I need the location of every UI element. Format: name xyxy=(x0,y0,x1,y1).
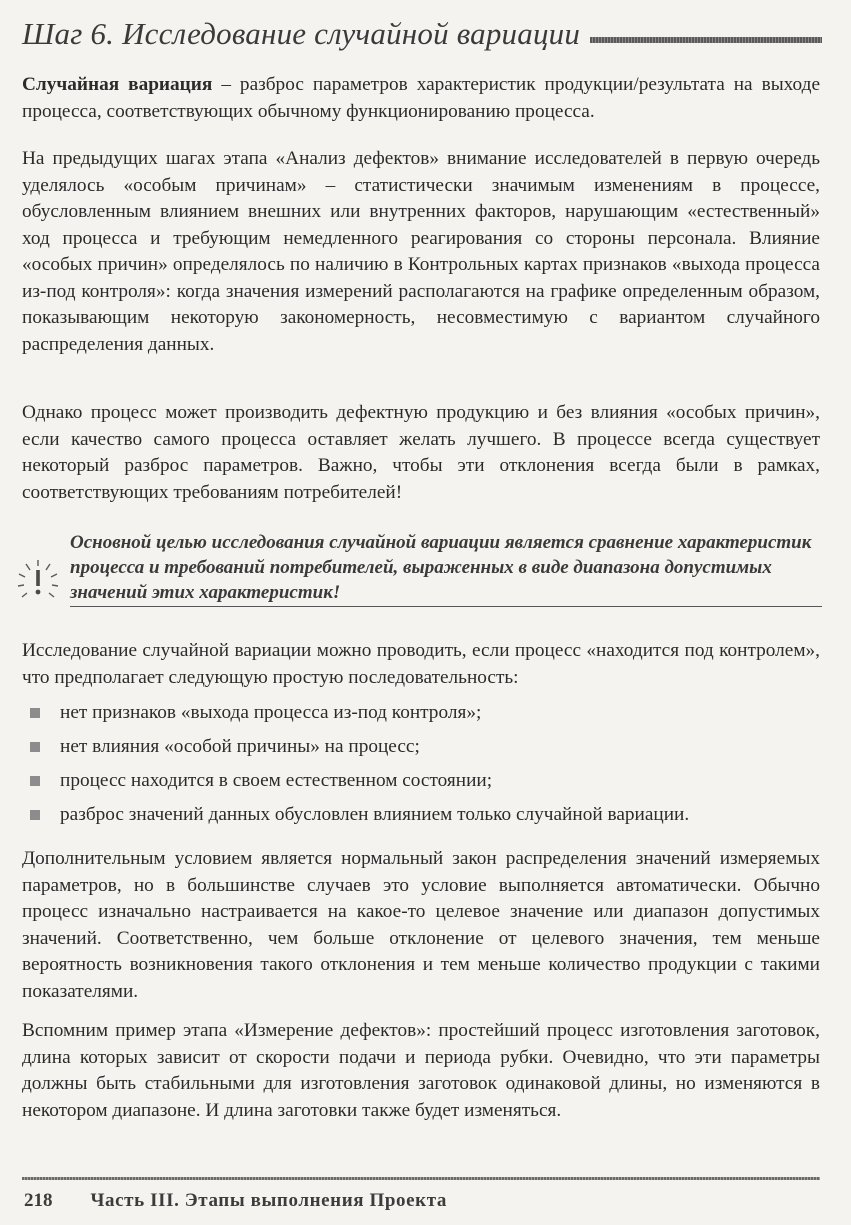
bullet-square-icon xyxy=(30,708,40,718)
bullet-square-icon xyxy=(30,776,40,786)
list-item-text: нет влияния «особой причины» на процесс; xyxy=(60,736,420,757)
list-item-text: нет признаков «выхода процесса из-под контроля»; xyxy=(60,702,482,723)
callout-underline xyxy=(70,606,822,607)
section-heading: Шаг 6. Исследование случайной вариации xyxy=(22,16,581,51)
paragraph-normal-distribution: Дополнительным условием является нормальный закон распределения значений измеряемых параметров, но в большинстве случаев это условие выполняется автоматически. Обычно процесс изначально настраивается на какое-то целевое значение или диапазон допустимых значений. Соответственно, чем больше отклонение от целевого значения, тем меньше вероятность возникновения такого отклонения и тем меньше количество продукции с такими показателями. xyxy=(22,848,820,1002)
key-point-callout xyxy=(10,530,822,608)
paragraph-special-causes: На предыдущих шагах этапа «Анализ дефектов» внимание исследователей в первую очередь уделялось «особым причинам» – статистически значимым изменениям в процессе, обусловленным влиянием внешних или внутренних факторов, нарушающим «естественный» ход процесса и требующим немедленного реагирования со стороны персонала. Влияние «особых причин» определялось по наличию в Контрольных картах признаков «выхода процесса из-под контроля»: когда значения измерений располагаются на графике определенным образом, показывающим некоторую закономерность, несовместимую с вариантом случайного распределения данных. xyxy=(22,148,820,355)
list-item-text: разброс значений данных обусловлен влиянием только случайной вариации. xyxy=(60,804,690,825)
list-item-text: процесс находится в своем естественном состоянии; xyxy=(60,770,493,791)
part-title: Часть III. Этапы выполнения Проекта xyxy=(90,1190,447,1211)
exclamation-burst-icon xyxy=(10,552,66,608)
bullet-square-icon xyxy=(30,810,40,820)
list-item xyxy=(22,802,820,836)
bullet-square-icon xyxy=(30,742,40,752)
definition-text: – разброс параметров характеристик продукции/результата на выходе процесса, соответствующих обычному функционированию процесса. xyxy=(22,74,821,122)
page-number: 218 xyxy=(24,1190,53,1211)
list-item xyxy=(22,734,820,768)
list-item xyxy=(22,768,820,802)
key-point-text: Основной целью исследования случайной вариации является сравнение характеристик процесса и требований потребителей, выраженных в виде диапазона допустимых значений этих характеристик! xyxy=(70,532,812,603)
definition-paragraph xyxy=(22,72,820,125)
list-item xyxy=(22,700,820,734)
page-footer xyxy=(24,1190,447,1212)
section-heading-row xyxy=(22,4,822,52)
footer-rule xyxy=(22,1177,820,1180)
paragraph-example: Вспомним пример этапа «Измерение дефектов»: простейший процесс изготовления заготовок, длина которых зависит от скорости подачи и периода рубки. Очевидно, что эти параметры должны быть стабильными для изготовления заготовок одинаковой длины, но изменяются в некотором диапазоне. И длина заготовки также будет изменяться. xyxy=(22,1020,820,1121)
definition-term: Случайная вариация xyxy=(22,74,213,95)
paragraph-defects-without-special-causes: Однако процесс может производить дефектную продукцию и без влияния «особых причин», если качество самого процесса оставляет желать лучшего. В процессе всегда существует некоторый разброс параметров. Важно, чтобы эти отклонения всегда были в рамках, соответствующих требованиям потребителей! xyxy=(22,402,820,503)
paragraph-under-control: Исследование случайной вариации можно проводить, если процесс «находится под контролем», что предполагает следующую простую последовательность: xyxy=(22,640,820,688)
heading-rule xyxy=(590,37,822,43)
conditions-list xyxy=(22,700,820,836)
